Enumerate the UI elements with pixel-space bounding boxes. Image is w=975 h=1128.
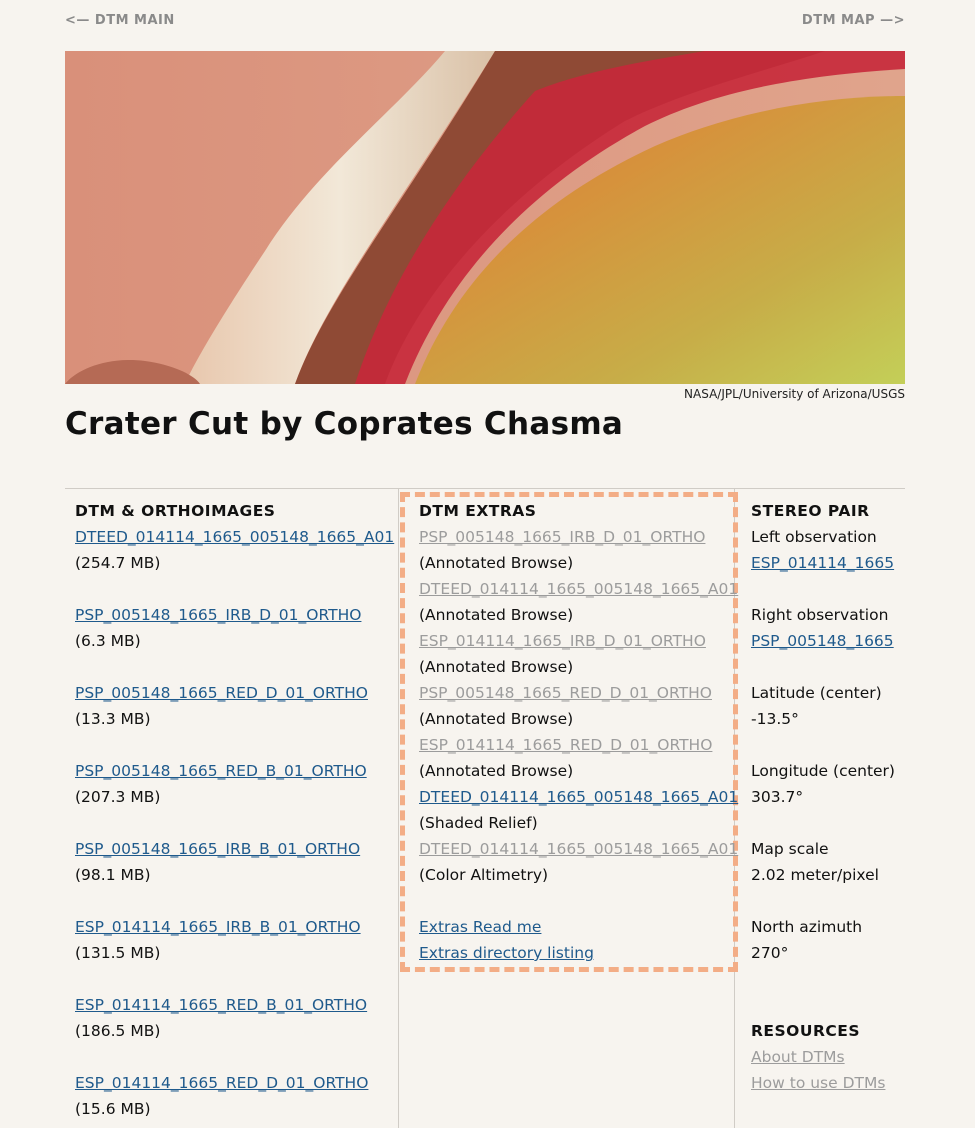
section-divider [65, 488, 905, 489]
left-observation-link[interactable]: ESP_014114_1665 [751, 554, 895, 572]
resources-heading: RESOURCES [751, 1022, 861, 1040]
file-size: (254.7 MB) [75, 554, 161, 572]
ortho-file-link[interactable]: PSP_005148_1665_IRB_D_01_ORTHO [75, 606, 362, 624]
north-azimuth-value: 270° [751, 944, 789, 962]
file-size: (6.3 MB) [75, 632, 141, 650]
latitude-label: Latitude (center) [751, 684, 882, 702]
extras-file-desc: (Annotated Browse) [419, 554, 574, 572]
extras-file-desc: (Annotated Browse) [419, 710, 574, 728]
extras-file-link[interactable]: PSP_005148_1665_IRB_D_01_ORTHO [419, 528, 706, 546]
stereo-pair-column [751, 498, 895, 1096]
ortho-file-link[interactable]: ESP_014114_1665_IRB_B_01_ORTHO [75, 918, 361, 936]
ortho-file-link[interactable]: PSP_005148_1665_IRB_B_01_ORTHO [75, 840, 361, 858]
right-observation-label: Right observation [751, 606, 889, 624]
extras-file-desc: (Shaded Relief) [419, 814, 538, 832]
extras-directory-link[interactable]: Extras directory listing [419, 944, 594, 962]
image-credit: NASA/JPL/University of Arizona/USGS [684, 387, 905, 401]
longitude-value: 303.7° [751, 788, 804, 806]
top-navigation [65, 13, 905, 33]
left-observation-label: Left observation [751, 528, 877, 546]
page-title: Crater Cut by Coprates Chasma [65, 406, 624, 442]
extras-file-link[interactable]: PSP_005148_1665_RED_D_01_ORTHO [419, 684, 712, 702]
latitude-value: -13.5° [751, 710, 799, 728]
ortho-file-link[interactable]: PSP_005148_1665_RED_B_01_ORTHO [75, 762, 367, 780]
extras-file-desc: (Color Altimetry) [419, 866, 549, 884]
file-size: (15.6 MB) [75, 1100, 151, 1118]
file-size: (186.5 MB) [75, 1022, 161, 1040]
file-size: (13.3 MB) [75, 710, 151, 728]
terrain-image [65, 51, 905, 384]
ortho-file-link[interactable]: PSP_005148_1665_RED_D_01_ORTHO [75, 684, 368, 702]
longitude-label: Longitude (center) [751, 762, 895, 780]
dtm-main-link[interactable]: <— DTM MAIN [65, 13, 175, 28]
extras-file-link[interactable]: ESP_014114_1665_RED_D_01_ORTHO [419, 736, 713, 754]
file-size: (98.1 MB) [75, 866, 151, 884]
extras-file-link[interactable]: DTEED_014114_1665_005148_1665_A01 [419, 840, 739, 858]
dtm-orthoimages-heading: DTM & ORTHOIMAGES [75, 502, 276, 520]
extras-file-desc: (Annotated Browse) [419, 762, 574, 780]
terrain-illustration [65, 51, 905, 384]
dtm-extras-heading: DTM EXTRAS [419, 502, 537, 520]
map-scale-label: Map scale [751, 840, 829, 858]
dtm-file-link[interactable]: DTEED_014114_1665_005148_1665_A01 [75, 528, 395, 546]
extras-file-desc: (Annotated Browse) [419, 658, 574, 676]
file-size: (131.5 MB) [75, 944, 161, 962]
extras-file-link[interactable]: DTEED_014114_1665_005148_1665_A01 [419, 580, 739, 598]
extras-file-desc: (Annotated Browse) [419, 606, 574, 624]
ortho-file-link[interactable]: ESP_014114_1665_RED_B_01_ORTHO [75, 996, 368, 1014]
file-size: (207.3 MB) [75, 788, 161, 806]
how-to-use-dtms-link[interactable]: How to use DTMs [751, 1074, 886, 1092]
dtm-extras-column [419, 498, 738, 966]
column-divider [398, 489, 399, 1128]
extras-file-link[interactable]: DTEED_014114_1665_005148_1665_A01 [419, 788, 739, 806]
dtm-map-link[interactable]: DTM MAP —> [801, 13, 905, 28]
north-azimuth-label: North azimuth [751, 918, 863, 936]
about-dtms-link[interactable]: About DTMs [751, 1048, 845, 1066]
extras-file-link[interactable]: ESP_014114_1665_IRB_D_01_ORTHO [419, 632, 706, 650]
map-scale-value: 2.02 meter/pixel [751, 866, 879, 884]
dtm-orthoimages-column [75, 498, 394, 1122]
stereo-pair-heading: STEREO PAIR [751, 502, 870, 520]
ortho-file-link[interactable]: ESP_014114_1665_RED_D_01_ORTHO [75, 1074, 369, 1092]
right-observation-link[interactable]: PSP_005148_1665 [751, 632, 894, 650]
extras-readme-link[interactable]: Extras Read me [419, 918, 542, 936]
